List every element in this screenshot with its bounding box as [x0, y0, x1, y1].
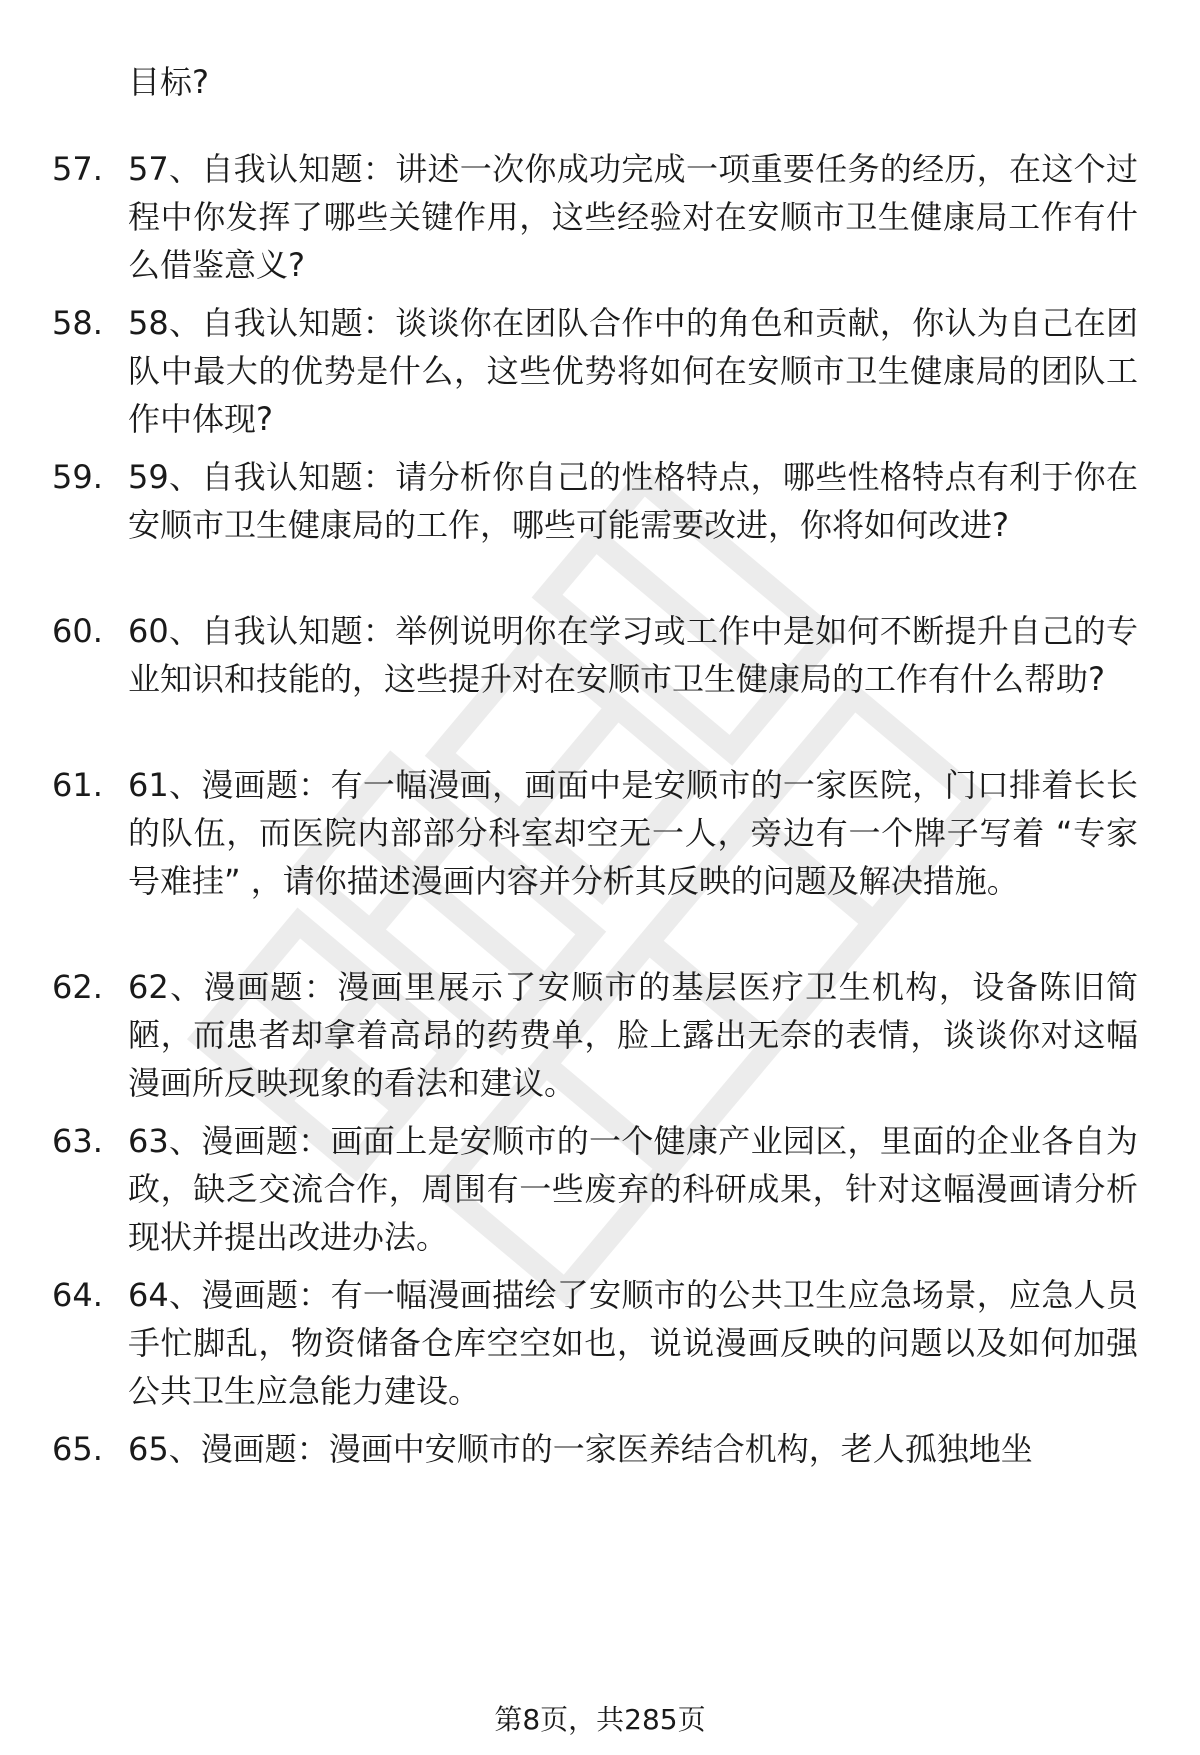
question-text: 57、自我认知题：讲述一次你成功完成一项重要任务的经历，在这个过程中你发挥了哪些关键作用，这些经验对在安顺市卫生健康局工作有什么借鉴意义? [128, 150, 1138, 284]
page-footer: 第8页，共285页 [494, 1703, 706, 1736]
carryover-text: 目标? [128, 63, 209, 101]
list-item [0, 299, 1200, 443]
question-number: 59. [52, 458, 103, 496]
list-item [0, 453, 1200, 597]
question-text: 65、漫画题：漫画中安顺市的一家医养结合机构，老人孤独地坐 [128, 1430, 1033, 1468]
question-number: 65. [52, 1430, 103, 1468]
list-item [0, 761, 1200, 953]
question-text: 61、漫画题：有一幅漫画，画面中是安顺市的一家医院，门口排着长长的队伍，而医院内部部分科室却空无一人，旁边有一个牌子写着 “专家号难挂” ，请你描述漫画内容并分析其反映的问题及解决措施。 [128, 766, 1138, 900]
list-item [0, 1425, 1200, 1473]
question-text: 59、自我认知题：请分析你自己的性格特点，哪些性格特点有利于你在安顺市卫生健康局的工作，哪些可能需要改进，你将如何改进? [128, 458, 1138, 544]
question-number: 58. [52, 304, 103, 342]
question-number: 63. [52, 1122, 103, 1160]
question-list [0, 145, 1200, 1473]
question-number: 64. [52, 1276, 103, 1314]
list-item [0, 1117, 1200, 1261]
question-text: 60、自我认知题：举例说明你在学习或工作中是如何不断提升自己的专业知识和技能的，这些提升对在安顺市卫生健康局的工作有什么帮助? [128, 612, 1138, 698]
question-text: 58、自我认知题：谈谈你在团队合作中的角色和贡献，你认为自己在团队中最大的优势是什么，这些优势将如何在安顺市卫生健康局的团队工作中体现? [128, 304, 1138, 438]
question-text: 64、漫画题：有一幅漫画描绘了安顺市的公共卫生应急场景，应急人员手忙脚乱，物资储备仓库空空如也，说说漫画反映的问题以及如何加强公共卫生应急能力建设。 [128, 1276, 1138, 1410]
question-number: 57. [52, 150, 103, 188]
list-item [0, 607, 1200, 751]
question-text: 63、漫画题：画面上是安顺市的一个健康产业园区，里面的企业各自为政，缺乏交流合作，周围有一些废弃的科研成果，针对这幅漫画请分析现状并提出改进办法。 [128, 1122, 1138, 1256]
question-number: 60. [52, 612, 103, 650]
question-text: 62、漫画题：漫画里展示了安顺市的基层医疗卫生机构，设备陈旧简陋，而患者却拿着高昂的药费单，脸上露出无奈的表情，谈谈你对这幅漫画所反映现象的看法和建议。 [128, 968, 1138, 1102]
list-item [0, 145, 1200, 289]
question-number: 62. [52, 968, 103, 1006]
question-number: 61. [52, 766, 103, 804]
list-item [0, 963, 1200, 1107]
list-item [0, 1271, 1200, 1415]
